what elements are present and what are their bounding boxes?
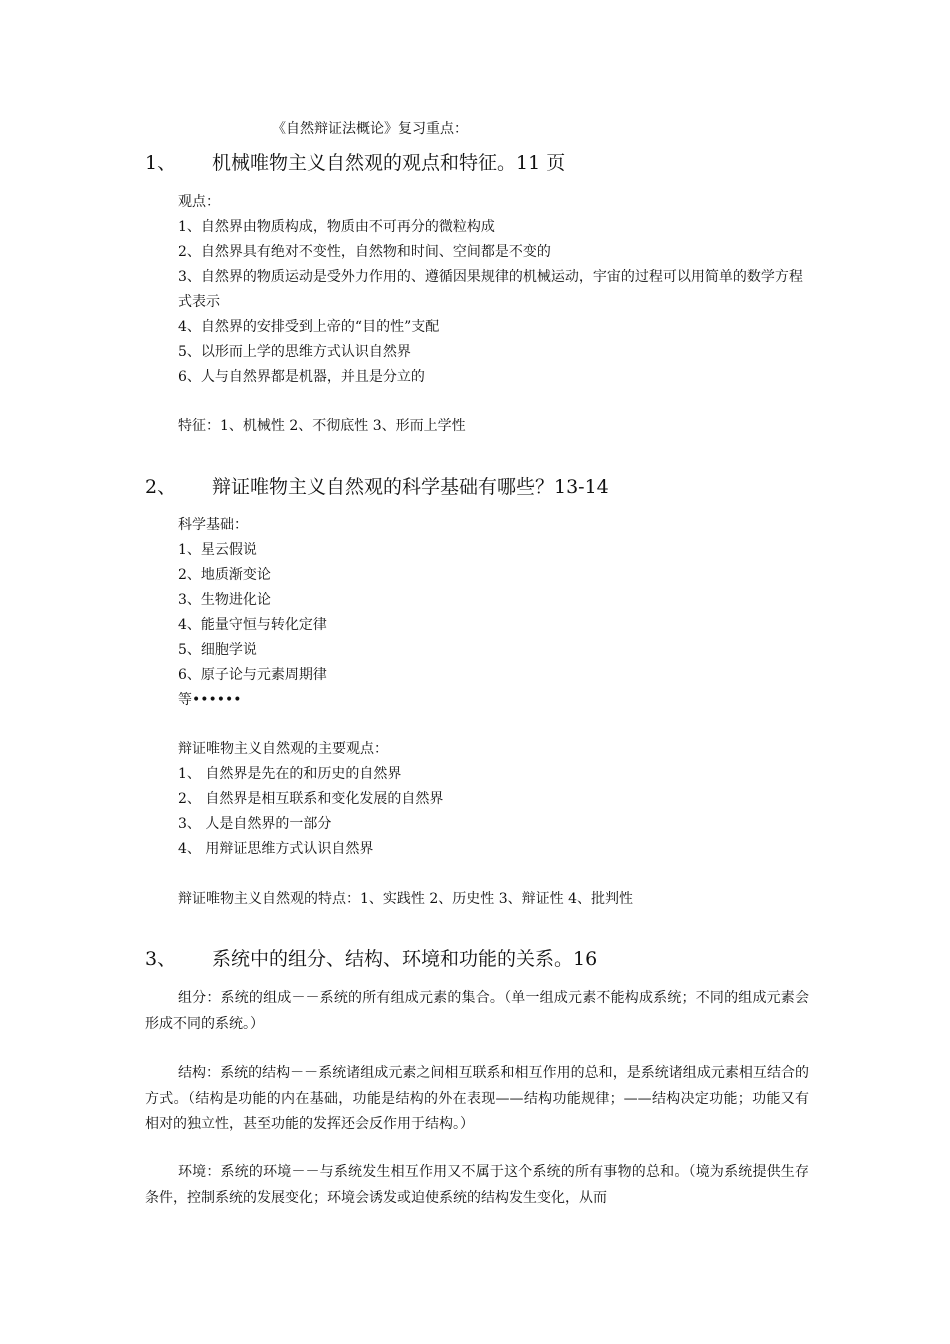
view-item: 1、 自然界是先在的和历史的自然界 bbox=[178, 766, 402, 782]
environment-paragraph: 环境：系统的环境－－与系统发生相互作用又不属于这个系统的所有事物的总和。（境为系统提供生存条件，控制系统的发展变化；环境会诱发或迫使系统的结构发生变化，从而 bbox=[145, 1164, 809, 1206]
points-label: 观点： bbox=[178, 194, 220, 210]
view-item: 2、 自然界是相互联系和变化发展的自然界 bbox=[178, 791, 444, 807]
section-2-basis bbox=[178, 513, 327, 713]
section-2-traits: 辩证唯物主义自然观的特点：1、实践性 2、历史性 3、辩证性 4、批判性 bbox=[178, 891, 633, 907]
point-item: 2、自然界具有绝对不变性，自然物和时间、空间都是不变的 bbox=[178, 244, 551, 260]
basis-item: 4、能量守恒与转化定律 bbox=[178, 617, 327, 633]
section-1-title: 机械唯物主义自然观的观点和特征。11 页 bbox=[212, 152, 566, 174]
view-item: 4、 用辩证思维方式认识自然界 bbox=[178, 841, 374, 857]
basis-item: 3、生物进化论 bbox=[178, 592, 271, 608]
section-2-heading bbox=[145, 472, 609, 499]
basis-item: 6、原子论与元素周期律 bbox=[178, 667, 327, 683]
point-item: 4、自然界的安排受到上帝的“目的性”支配 bbox=[178, 319, 440, 335]
point-item: 3、自然界的物质运动是受外力作用的、遵循因果规律的机械运动，宇宙的过程可以用简单的数学方程式表示 bbox=[178, 269, 803, 310]
section-2-number: 2、 bbox=[145, 476, 177, 498]
basis-label: 科学基础： bbox=[178, 517, 248, 533]
component-paragraph: 组分：系统的组成－－系统的所有组成元素的集合。（单一组成元素不能构成系统；不同的组成元素会形成不同的系统。） bbox=[145, 990, 809, 1032]
section-1-number: 1、 bbox=[145, 152, 177, 174]
point-item: 1、自然界由物质构成，物质由不可再分的微粒构成 bbox=[178, 219, 495, 235]
section-2-title: 辩证唯物主义自然观的科学基础有哪些？13-14 bbox=[212, 476, 609, 498]
section-1-points bbox=[178, 190, 810, 390]
basis-item: 5、细胞学说 bbox=[178, 642, 257, 658]
view-item: 3、 人是自然界的一部分 bbox=[178, 816, 332, 832]
section-1-features: 特征：1、机械性 2、不彻底性 3、形而上学性 bbox=[178, 418, 466, 434]
structure-paragraph: 结构：系统的结构－－系统诸组成元素之间相互联系和相互作用的总和，是系统诸组成元素相互结合的方式。（结构是功能的内在基础，功能是结构的外在表现——结构功能规律；——结构决定功能；功能又有相对的独立性，甚至功能的发挥还会反作用于结构。） bbox=[145, 1065, 809, 1132]
basis-item: 1、星云假说 bbox=[178, 542, 257, 558]
point-item: 5、以形而上学的思维方式认识自然界 bbox=[178, 344, 411, 360]
section-3-heading bbox=[145, 944, 597, 971]
section-1-heading bbox=[145, 148, 565, 175]
point-item: 6、人与自然界都是机器，并且是分立的 bbox=[178, 369, 425, 385]
section-3-number: 3、 bbox=[145, 948, 177, 970]
basis-item: 等•••••• bbox=[178, 692, 242, 708]
section-3-title: 系统中的组分、结构、环境和功能的关系。16 bbox=[212, 948, 598, 970]
basis-item: 2、地质渐变论 bbox=[178, 567, 271, 583]
document-title: 《自然辩证法概论》复习重点： bbox=[272, 121, 468, 137]
views-label: 辩证唯物主义自然观的主要观点： bbox=[178, 741, 388, 757]
section-2-views bbox=[178, 737, 443, 862]
